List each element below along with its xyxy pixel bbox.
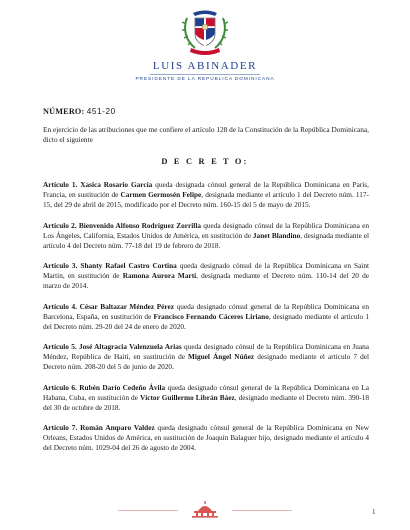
coat-of-arms-icon [178,6,232,56]
replaced-name: Francisco Fernando Cáceres Liriano [153,311,269,321]
header-divider [150,74,260,75]
article-label: Artículo 7. [43,423,78,432]
appointee-name: José Altagracia Valenzuela Arias [78,342,182,351]
decree-heading: D E C R E T O: [161,157,249,166]
article-text: queda designado cónsul de la República Dominicana en Saint Martin, en sustitución de [43,261,370,280]
article [43,383,369,413]
appointee-name: Xasica Rosario García [80,180,153,189]
article-label: Artículo 6. [43,382,77,392]
footer-rule-right [232,510,292,511]
appointee-name: Bienvenido Alfonso Rodríguez Zorrilla [78,220,201,230]
article-text: , designado mediante el Decreto núm. 390-18 del 30 de octubre de 2018. [43,392,370,412]
article-text: , designado mediante el artículo 1 del Decreto núm. 29-20 del 24 de enero de 2020. [43,311,369,331]
article [43,423,369,453]
article-text: queda designado cónsul de la República Dominicana en Los Ángeles, California, Estados Unidos de América, en sustitución de [43,220,369,240]
article-label: Artículo 1. [43,180,78,189]
page-number: 1 [372,508,376,516]
preamble: En ejercicio de las atribuciones que me confiere el artículo 128 de la Constitución de la República Dominicana, dicto el siguiente [43,125,369,144]
article [43,261,369,291]
replaced-name: Carmen Germosén Felipe [120,190,202,199]
letterhead [0,0,410,90]
replaced-name: Janet Blandino [252,230,301,240]
article-text: queda designado cónsul general de la República Dominicana en New Orleans, Estados Unidos de América, en sustitución de Joaquín Balaguer hijo, designado mediante el artículo 4 del Decreto núm. 1029-04 del 26 de agosto de 2004. [43,423,369,452]
footer-rule-left [118,510,178,511]
palace-dome-icon [188,500,222,518]
article-text: , designada mediante el artículo 1 del Decreto núm. 117-15, del 29 de abril de 2015, modificado por el Decreto núm. 160-15 del 5 de mayo de 2015. [43,190,369,209]
appointee-name: Rubén Darío Cedeño Ávila [79,382,166,392]
president-title: PRESIDENTE DE LA REPÚBLICA DOMINICANA [135,77,275,82]
article-label: Artículo 3. [43,261,78,270]
article-text: , designada mediante el Decreto núm. 110-14 del 20 de marzo de 2014. [43,271,369,290]
replaced-name: Ramona Aurora Martí [122,271,197,280]
article-text: queda designado cónsul general de la República Dominicana en La Habana, Cuba, en sustitución de [43,382,369,402]
decree-number-label: NÚMERO: [43,107,85,116]
appointee-name: Shanty Rafael Castro Cortina [80,261,177,270]
appointee-name: César Baltazar Méndez Pérez [79,301,174,311]
replaced-name: Miguel Ángel Núñez [188,352,255,361]
replaced-name: Víctor Guillermo Librán Báez [139,392,235,402]
article-label: Artículo 5. [43,342,77,351]
article-text: designado mediante el artículo 7 del Decreto núm. 208-20 del 5 de junio de 2020. [43,352,369,371]
articles-list [43,180,369,464]
president-name: LUIS ABINADER [152,60,258,72]
article-text: queda designado cónsul de la República Dominicana en Juana Méndez, República de Haití, en sustitución de [43,342,369,361]
decree-number [43,107,116,116]
appointee-name: Román Amparo Valdez [80,423,155,432]
article [43,302,369,332]
article-text: queda designada cónsul general de la República Dominicana en París, Francia, en sustitución de [43,180,369,199]
article-text: , designada mediante el artículo 4 del Decreto núm. 77-18 del 19 de febrero de 2018. [43,230,370,250]
article-text: queda designado cónsul general de la República Dominicana en Barcelona, España, en sustitución de [43,301,369,321]
decree-number-value: 451-20 [86,107,116,116]
article [43,180,369,210]
article-label: Artículo 4. [43,301,77,311]
article-label: Artículo 2. [43,220,77,230]
article [43,221,369,251]
article [43,342,369,372]
